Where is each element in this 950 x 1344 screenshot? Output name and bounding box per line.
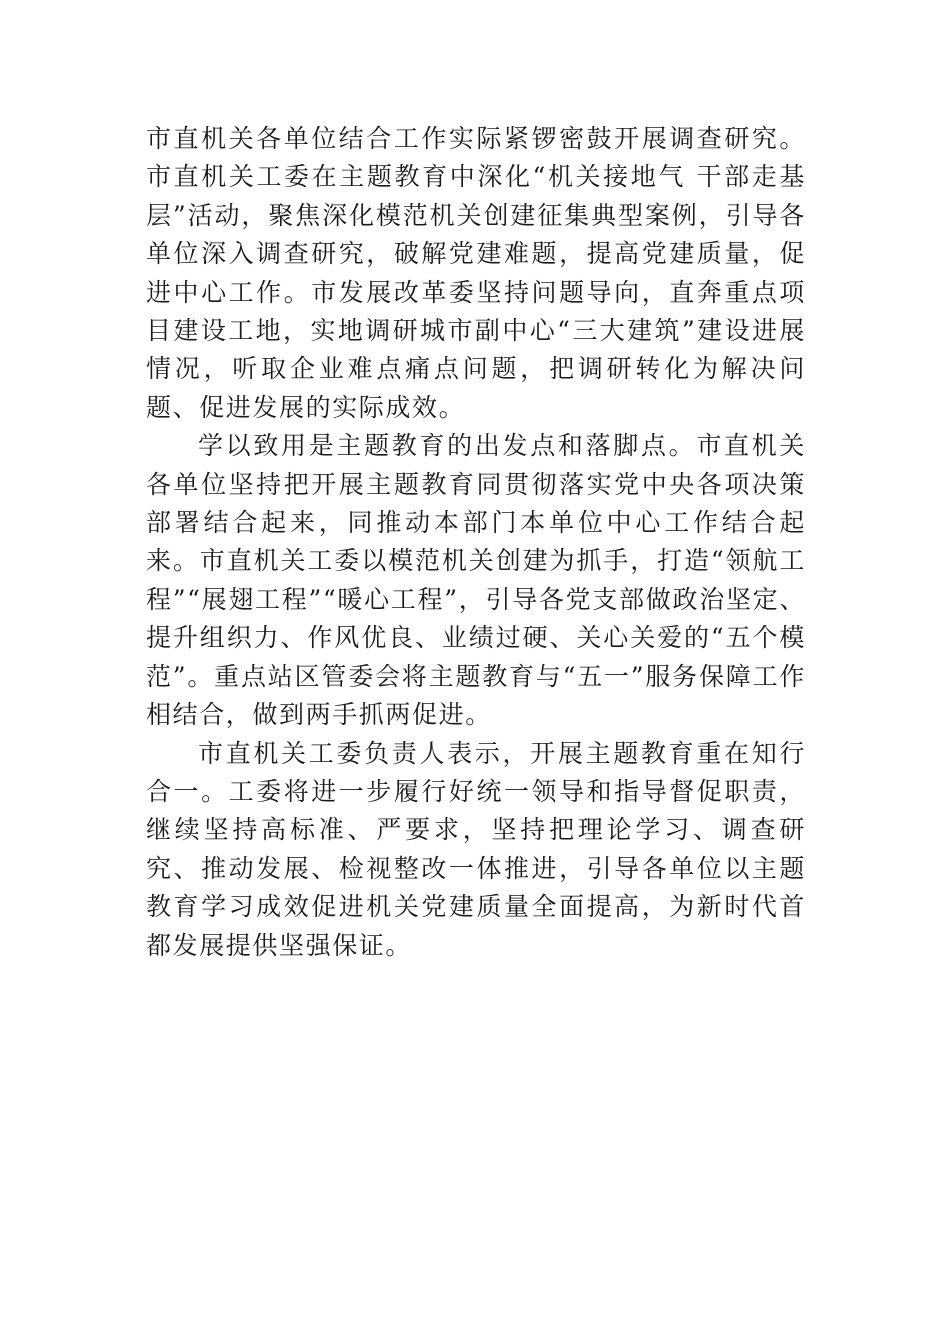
paragraph-3: 市直机关工委负责人表示，开展主题教育重在知行合一。工委将进一步履行好统一领导和指导督促职责，继续坚持高标准、严要求，坚持把理论学习、调查研究、推动发展、检视整改一体推进，引导各单位以主题教育学习成效促进机关党建质量全面提高，为新时代首都发展提供坚强保证。 [146, 738, 806, 960]
paragraph-1: 市直机关各单位结合工作实际紧锣密鼓开展调查研究。市直机关工委在主题教育中深化“机关接地气 干部走基层”活动，聚焦深化模范机关创建征集典型案例，引导各单位深入调查研究，破解党建难题，提高党建质量，促进中心工作。市发展改革委坚持问题导向，直奔重点项目建设工地，实地调研城市副中心“三大建筑”建设进展情况，听取企业难点痛点问题，把调研转化为解决问题、促进发展的实际成效。 [146, 124, 806, 422]
paragraph-2: 学以致用是主题教育的出发点和落脚点。市直机关各单位坚持把开展主题教育同贯彻落实党中央各项决策部署结合起来，同推动本部门本单位中心工作结合起来。市直机关工委以模范机关创建为抓手，打造“领航工程”“展翅工程”“暖心工程”，引导各党支部做政治坚定、提升组织力、作风优良、业绩过硬、关心关爱的“五个模范”。重点站区管委会将主题教育与“五一”服务保障工作相结合，做到两手抓两促进。 [146, 431, 806, 730]
article-body [146, 120, 806, 965]
